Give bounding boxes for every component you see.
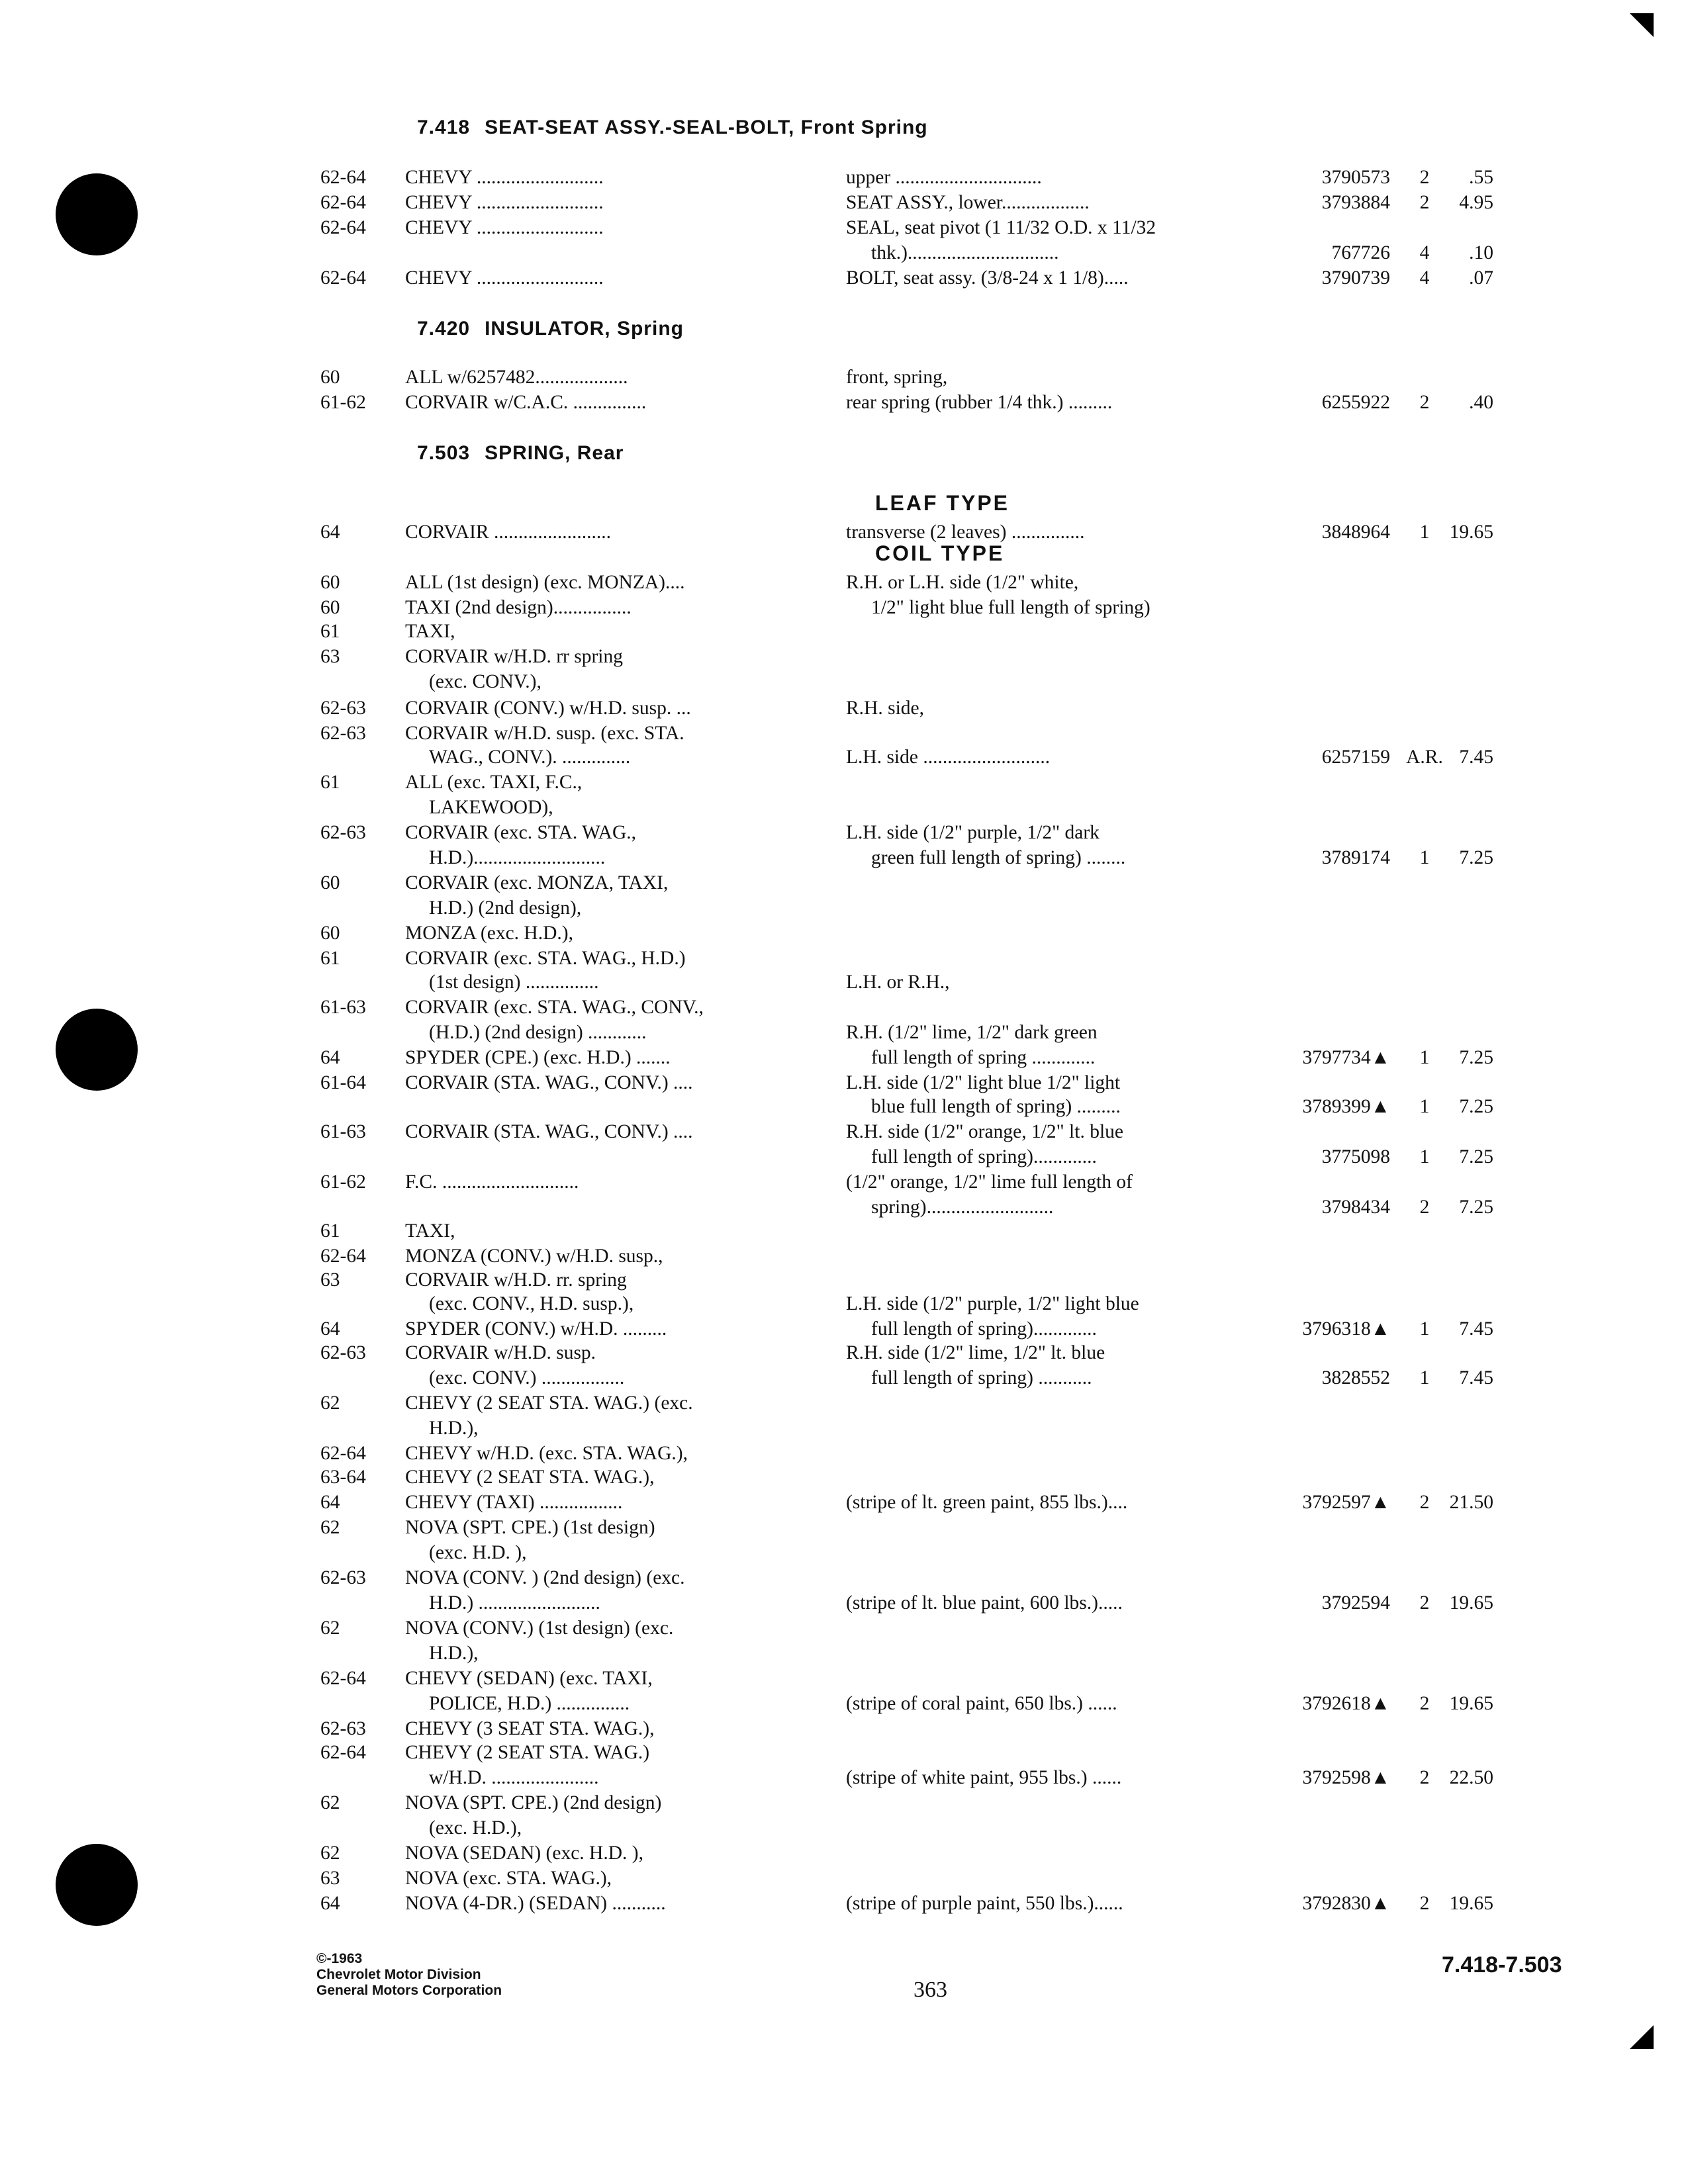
model-cell: CORVAIR (STA. WAG., CONV.) .... bbox=[405, 1072, 693, 1093]
description-cell: transverse (2 leaves) ............... bbox=[846, 522, 1085, 543]
price-cell: 7.25 bbox=[1459, 1197, 1493, 1218]
year-cell: 60 bbox=[320, 923, 340, 944]
table-row bbox=[0, 1120, 1688, 1144]
description-cell: R.H. (1/2" lime, 1/2" dark green bbox=[846, 1022, 1098, 1043]
year-cell: 61-63 bbox=[320, 1121, 366, 1142]
model-cell: (exc. CONV.) ................. bbox=[429, 1367, 625, 1388]
year-cell: 62-64 bbox=[320, 192, 366, 213]
model-cell: NOVA (SPT. CPE.) (1st design) bbox=[405, 1517, 655, 1538]
model-cell: SPYDER (CPE.) (exc. H.D.) ....... bbox=[405, 1047, 671, 1068]
subhead-coil-type: COIL TYPE bbox=[875, 541, 1005, 565]
year-cell: 61 bbox=[320, 1220, 340, 1242]
description-cell: BOLT, seat assy. (3/8-24 x 1 1/8)..... bbox=[846, 267, 1129, 289]
description-cell: R.H. side (1/2" orange, 1/2" lt. blue bbox=[846, 1121, 1123, 1142]
model-cell: CORVAIR w/H.D. susp. bbox=[405, 1342, 596, 1363]
table-row bbox=[0, 821, 1688, 845]
table-row bbox=[0, 696, 1688, 721]
part-number-cell: 3792618▲ bbox=[1302, 1693, 1390, 1714]
footer-division: Chevrolet Motor Division bbox=[316, 1967, 481, 1982]
model-cell: CHEVY (2 SEAT STA. WAG.) bbox=[405, 1742, 650, 1763]
model-cell: CHEVY .......................... bbox=[405, 267, 604, 289]
year-cell: 61 bbox=[320, 948, 340, 969]
footer-corporation: General Motors Corporation bbox=[316, 1983, 502, 1998]
year-cell: 61-62 bbox=[320, 1171, 366, 1193]
table-row bbox=[0, 1591, 1688, 1615]
section-heading-7-418 bbox=[417, 116, 928, 139]
table-row bbox=[0, 1021, 1688, 1045]
table-row bbox=[0, 1366, 1688, 1390]
description-cell: full length of spring)............. bbox=[871, 1318, 1097, 1340]
table-row bbox=[0, 1717, 1688, 1741]
year-cell: 63-64 bbox=[320, 1467, 366, 1488]
year-cell: 62-64 bbox=[320, 217, 366, 238]
model-cell: CORVAIR (exc. STA. WAG., H.D.) bbox=[405, 948, 686, 969]
description-cell: upper .............................. bbox=[846, 167, 1042, 188]
description-cell: full length of spring ............. bbox=[871, 1047, 1096, 1068]
quantity-cell: 2 bbox=[1419, 1592, 1430, 1614]
quantity-cell: 2 bbox=[1419, 167, 1430, 188]
year-cell: 61-62 bbox=[320, 392, 366, 413]
table-row bbox=[0, 1766, 1688, 1790]
table-row bbox=[0, 921, 1688, 946]
table-row bbox=[0, 995, 1688, 1020]
part-number-cell: 3793884 bbox=[1321, 192, 1390, 213]
description-cell: R.H. side (1/2" lime, 1/2" lt. blue bbox=[846, 1342, 1105, 1363]
year-cell: 61 bbox=[320, 772, 340, 793]
part-number-cell: 3848964 bbox=[1321, 522, 1390, 543]
model-cell: CHEVY .......................... bbox=[405, 192, 604, 213]
table-row bbox=[0, 1616, 1688, 1641]
year-cell: 62-63 bbox=[320, 1718, 366, 1739]
model-cell: H.D.), bbox=[429, 1643, 479, 1664]
model-cell: ALL w/6257482................... bbox=[405, 367, 628, 388]
year-cell: 62 bbox=[320, 1517, 340, 1538]
model-cell: CORVAIR (CONV.) w/H.D. susp. ... bbox=[405, 698, 691, 719]
model-cell: LAKEWOOD), bbox=[429, 797, 553, 818]
description-cell: rear spring (rubber 1/4 thk.) ......... bbox=[846, 392, 1113, 413]
description-cell: (stripe of lt. blue paint, 600 lbs.)..... bbox=[846, 1592, 1123, 1614]
quantity-cell: 2 bbox=[1419, 1693, 1430, 1714]
price-cell: 7.45 bbox=[1459, 1318, 1493, 1340]
model-cell: (H.D.) (2nd design) ............ bbox=[429, 1022, 647, 1043]
year-cell: 64 bbox=[320, 1047, 340, 1068]
table-row bbox=[0, 1292, 1688, 1316]
quantity-cell: 1 bbox=[1419, 522, 1430, 543]
description-cell: SEAL, seat pivot (1 11/32 O.D. x 11/32 bbox=[846, 217, 1156, 238]
table-row bbox=[0, 1244, 1688, 1269]
quantity-cell: 4 bbox=[1419, 242, 1430, 263]
price-cell: 22.50 bbox=[1449, 1767, 1493, 1788]
description-cell: R.H. side, bbox=[846, 698, 924, 719]
model-cell: NOVA (4-DR.) (SEDAN) ........... bbox=[405, 1893, 666, 1914]
table-row bbox=[0, 1566, 1688, 1590]
description-cell: full length of spring)............. bbox=[871, 1146, 1097, 1167]
footer-publisher bbox=[316, 1951, 502, 1999]
year-cell: 62 bbox=[320, 1792, 340, 1813]
description-cell: L.H. side (1/2" light blue 1/2" light bbox=[846, 1072, 1121, 1093]
price-cell: .55 bbox=[1469, 167, 1493, 188]
table-row bbox=[0, 216, 1688, 240]
table-row bbox=[0, 970, 1688, 995]
table-row bbox=[0, 721, 1688, 746]
model-cell: NOVA (exc. STA. WAG.), bbox=[405, 1868, 612, 1889]
description-cell: L.H. side (1/2" purple, 1/2" dark bbox=[846, 822, 1100, 843]
table-row bbox=[0, 520, 1688, 545]
subhead-leaf-type: LEAF TYPE bbox=[875, 491, 1010, 515]
table-row bbox=[0, 1195, 1688, 1220]
price-cell: 7.25 bbox=[1459, 847, 1493, 868]
model-cell: NOVA (CONV. ) (2nd design) (exc. bbox=[405, 1567, 685, 1588]
part-number-cell: 3792597▲ bbox=[1302, 1492, 1390, 1513]
table-row bbox=[0, 1465, 1688, 1490]
model-cell: H.D.) ......................... bbox=[429, 1592, 600, 1614]
table-row bbox=[0, 570, 1688, 595]
part-number-cell: 3797734▲ bbox=[1302, 1047, 1390, 1068]
quantity-cell: 1 bbox=[1419, 1318, 1430, 1340]
price-cell: 7.25 bbox=[1459, 1146, 1493, 1167]
table-row bbox=[0, 1145, 1688, 1169]
model-cell: CORVAIR w/H.D. rr. spring bbox=[405, 1269, 627, 1291]
footer-copyright: ©-1963 bbox=[316, 1951, 363, 1966]
price-cell: 19.65 bbox=[1449, 522, 1493, 543]
year-cell: 62 bbox=[320, 1617, 340, 1639]
corner-mark-top-right-icon bbox=[1630, 13, 1656, 40]
quantity-cell: 1 bbox=[1419, 1146, 1430, 1167]
description-cell: (stripe of white paint, 955 lbs.) ...... bbox=[846, 1767, 1122, 1788]
year-cell: 62-63 bbox=[320, 1567, 366, 1588]
model-cell: TAXI, bbox=[405, 621, 455, 642]
model-cell: NOVA (SPT. CPE.) (2nd design) bbox=[405, 1792, 662, 1813]
model-cell: CHEVY (SEDAN) (exc. TAXI, bbox=[405, 1668, 653, 1689]
year-cell: 64 bbox=[320, 1492, 340, 1513]
model-cell: CHEVY (3 SEAT STA. WAG.), bbox=[405, 1718, 655, 1739]
table-row bbox=[0, 1219, 1688, 1244]
price-cell: .40 bbox=[1469, 392, 1493, 413]
model-cell: CHEVY (2 SEAT STA. WAG.), bbox=[405, 1467, 655, 1488]
table-row bbox=[0, 1416, 1688, 1441]
model-cell: CORVAIR w/H.D. susp. (exc. STA. bbox=[405, 723, 684, 744]
table-row bbox=[0, 1441, 1688, 1466]
model-cell: NOVA (SEDAN) (exc. H.D. ), bbox=[405, 1843, 643, 1864]
year-cell: 62-63 bbox=[320, 698, 366, 719]
table-row bbox=[0, 365, 1688, 390]
quantity-cell: 2 bbox=[1419, 1197, 1430, 1218]
table-row bbox=[0, 1095, 1688, 1119]
part-number-cell: 767726 bbox=[1331, 242, 1390, 263]
model-cell: CORVAIR (exc. STA. WAG., CONV., bbox=[405, 997, 704, 1018]
year-cell: 60 bbox=[320, 872, 340, 893]
model-cell: MONZA (exc. H.D.), bbox=[405, 923, 573, 944]
year-cell: 62-64 bbox=[320, 1668, 366, 1689]
part-number-cell: 3790573 bbox=[1321, 167, 1390, 188]
year-cell: 63 bbox=[320, 646, 340, 667]
price-cell: 21.50 bbox=[1449, 1492, 1493, 1513]
section-title: SEAT-SEAT ASSY.-SEAL-BOLT, Front Spring bbox=[485, 116, 928, 138]
price-cell: 4.95 bbox=[1459, 192, 1493, 213]
table-row bbox=[0, 1666, 1688, 1691]
description-cell: spring).......................... bbox=[871, 1197, 1054, 1218]
model-cell: MONZA (CONV.) w/H.D. susp., bbox=[405, 1246, 663, 1267]
table-row bbox=[0, 1170, 1688, 1195]
year-cell: 64 bbox=[320, 522, 340, 543]
model-cell: H.D.)........................... bbox=[429, 847, 606, 868]
description-cell: (stripe of coral paint, 650 lbs.) ...... bbox=[846, 1693, 1117, 1714]
price-cell: 7.25 bbox=[1459, 1096, 1493, 1117]
table-row bbox=[0, 645, 1688, 669]
table-row bbox=[0, 1891, 1688, 1916]
corner-mark-bottom-right-icon bbox=[1630, 2025, 1656, 2052]
section-heading-7-420 bbox=[417, 318, 684, 340]
section-number: 7.418 bbox=[417, 116, 471, 138]
part-number-cell: 3828552 bbox=[1321, 1367, 1390, 1388]
price-cell: 7.25 bbox=[1459, 1047, 1493, 1068]
model-cell: CORVAIR w/H.D. rr spring bbox=[405, 646, 623, 667]
table-row bbox=[0, 619, 1688, 644]
quantity-cell: 1 bbox=[1419, 1047, 1430, 1068]
model-cell: ALL (1st design) (exc. MONZA).... bbox=[405, 572, 685, 593]
year-cell: 61-63 bbox=[320, 997, 366, 1018]
part-number-cell: 3790739 bbox=[1321, 267, 1390, 289]
year-cell: 62-64 bbox=[320, 1246, 366, 1267]
table-row bbox=[0, 1268, 1688, 1293]
price-cell: 7.45 bbox=[1459, 747, 1493, 768]
year-cell: 62-64 bbox=[320, 167, 366, 188]
description-cell: R.H. or L.H. side (1/2" white, bbox=[846, 572, 1079, 593]
section-number: 7.503 bbox=[417, 442, 471, 464]
table-row bbox=[0, 846, 1688, 870]
year-cell: 62-63 bbox=[320, 1342, 366, 1363]
year-cell: 60 bbox=[320, 367, 340, 388]
model-cell: WAG., CONV.). .............. bbox=[429, 747, 631, 768]
table-row bbox=[0, 1490, 1688, 1515]
model-cell: TAXI, bbox=[405, 1220, 455, 1242]
quantity-cell: 2 bbox=[1419, 192, 1430, 213]
model-cell: (exc. CONV., H.D. susp.), bbox=[429, 1293, 634, 1314]
part-number-cell: 6255922 bbox=[1321, 392, 1390, 413]
table-row bbox=[0, 241, 1688, 265]
model-cell: CHEVY (2 SEAT STA. WAG.) (exc. bbox=[405, 1392, 693, 1414]
model-cell: SPYDER (CONV.) w/H.D. ......... bbox=[405, 1318, 667, 1340]
page-number: 363 bbox=[914, 1978, 947, 2002]
table-row bbox=[0, 796, 1688, 820]
table-row bbox=[0, 1641, 1688, 1666]
quantity-cell: A.R. bbox=[1406, 747, 1443, 768]
model-cell: CORVAIR w/C.A.C. ............... bbox=[405, 392, 647, 413]
part-number-cell: 3792594 bbox=[1321, 1592, 1390, 1614]
table-row bbox=[0, 1741, 1688, 1765]
price-cell: 19.65 bbox=[1449, 1893, 1493, 1914]
table-row bbox=[0, 191, 1688, 215]
table-row bbox=[0, 1816, 1688, 1841]
price-cell: 7.45 bbox=[1459, 1367, 1493, 1388]
model-cell: F.C. ............................ bbox=[405, 1171, 579, 1193]
table-row bbox=[0, 745, 1688, 770]
model-cell: CHEVY (TAXI) ................. bbox=[405, 1492, 623, 1513]
year-cell: 64 bbox=[320, 1318, 340, 1340]
price-cell: .07 bbox=[1469, 267, 1493, 289]
model-cell: CORVAIR ........................ bbox=[405, 522, 611, 543]
table-row bbox=[0, 1791, 1688, 1815]
model-cell: (1st design) ............... bbox=[429, 972, 599, 993]
quantity-cell: 2 bbox=[1419, 1492, 1430, 1513]
year-cell: 62-63 bbox=[320, 723, 366, 744]
part-number-cell: 3792830▲ bbox=[1302, 1893, 1390, 1914]
year-cell: 61-64 bbox=[320, 1072, 366, 1093]
year-cell: 63 bbox=[320, 1269, 340, 1291]
price-cell: 19.65 bbox=[1449, 1693, 1493, 1714]
table-row bbox=[0, 1841, 1688, 1866]
quantity-cell: 2 bbox=[1419, 1893, 1430, 1914]
quantity-cell: 1 bbox=[1419, 1367, 1430, 1388]
part-number-cell: 6257159 bbox=[1321, 747, 1390, 768]
table-row bbox=[0, 596, 1688, 620]
model-cell: CORVAIR (STA. WAG., CONV.) .... bbox=[405, 1121, 693, 1142]
description-cell: (stripe of lt. green paint, 855 lbs.).... bbox=[846, 1492, 1128, 1513]
model-cell: POLICE, H.D.) ............... bbox=[429, 1693, 630, 1714]
table-row bbox=[0, 896, 1688, 921]
table-row bbox=[0, 770, 1688, 795]
year-cell: 64 bbox=[320, 1893, 340, 1914]
table-row bbox=[0, 1071, 1688, 1095]
table-row bbox=[0, 1317, 1688, 1342]
quantity-cell: 1 bbox=[1419, 847, 1430, 868]
model-cell: (exc. H.D. ), bbox=[429, 1542, 527, 1563]
description-cell: L.H. side (1/2" purple, 1/2" light blue bbox=[846, 1293, 1139, 1314]
table-row bbox=[0, 1391, 1688, 1416]
description-cell: thk.)............................... bbox=[871, 242, 1059, 263]
model-cell: CHEVY w/H.D. (exc. STA. WAG.), bbox=[405, 1443, 688, 1464]
description-cell: (1/2" orange, 1/2" lime full length of bbox=[846, 1171, 1133, 1193]
model-cell: CHEVY .......................... bbox=[405, 167, 604, 188]
year-cell: 62-63 bbox=[320, 822, 366, 843]
table-row bbox=[0, 1541, 1688, 1565]
part-number-cell: 3775098 bbox=[1321, 1146, 1390, 1167]
model-cell: TAXI (2nd design)................ bbox=[405, 597, 632, 618]
description-cell: green full length of spring) ........ bbox=[871, 847, 1126, 868]
model-cell: (exc. H.D.), bbox=[429, 1817, 522, 1839]
table-row bbox=[0, 165, 1688, 190]
part-number-cell: 3789399▲ bbox=[1302, 1096, 1390, 1117]
description-cell: full length of spring) ........... bbox=[871, 1367, 1092, 1388]
description-cell: 1/2" light blue full length of spring) bbox=[871, 597, 1150, 618]
part-number-cell: 3792598▲ bbox=[1302, 1767, 1390, 1788]
description-cell: SEAT ASSY., lower.................. bbox=[846, 192, 1090, 213]
model-cell: w/H.D. ...................... bbox=[429, 1767, 599, 1788]
year-cell: 60 bbox=[320, 597, 340, 618]
part-number-cell: 3798434 bbox=[1321, 1197, 1390, 1218]
table-row bbox=[0, 1046, 1688, 1070]
section-heading-7-503 bbox=[417, 442, 624, 465]
section-title: INSULATOR, Spring bbox=[485, 318, 684, 340]
description-cell: (stripe of purple paint, 550 lbs.)...... bbox=[846, 1893, 1123, 1914]
quantity-cell: 4 bbox=[1419, 267, 1430, 289]
year-cell: 61 bbox=[320, 621, 340, 642]
table-row bbox=[0, 1516, 1688, 1540]
description-cell: blue full length of spring) ......... bbox=[871, 1096, 1121, 1117]
quantity-cell: 2 bbox=[1419, 392, 1430, 413]
table-row bbox=[0, 390, 1688, 415]
year-cell: 60 bbox=[320, 572, 340, 593]
year-cell: 62-64 bbox=[320, 1742, 366, 1763]
part-number-cell: 3789174 bbox=[1321, 847, 1390, 868]
quantity-cell: 1 bbox=[1419, 1096, 1430, 1117]
description-cell: L.H. side .......................... bbox=[846, 747, 1051, 768]
model-cell: H.D.), bbox=[429, 1418, 479, 1439]
quantity-cell: 2 bbox=[1419, 1767, 1430, 1788]
model-cell: H.D.) (2nd design), bbox=[429, 897, 582, 919]
table-row bbox=[0, 871, 1688, 895]
model-cell: NOVA (CONV.) (1st design) (exc. bbox=[405, 1617, 674, 1639]
description-cell: L.H. or R.H., bbox=[846, 972, 950, 993]
year-cell: 63 bbox=[320, 1868, 340, 1889]
model-cell: CORVAIR (exc. MONZA, TAXI, bbox=[405, 872, 669, 893]
year-cell: 62 bbox=[320, 1392, 340, 1414]
table-row bbox=[0, 1866, 1688, 1891]
table-row bbox=[0, 946, 1688, 971]
price-cell: .10 bbox=[1469, 242, 1493, 263]
table-row bbox=[0, 1341, 1688, 1365]
year-cell: 62-64 bbox=[320, 1443, 366, 1464]
year-cell: 62 bbox=[320, 1843, 340, 1864]
part-number-cell: 3796318▲ bbox=[1302, 1318, 1390, 1340]
model-cell: CHEVY .......................... bbox=[405, 217, 604, 238]
year-cell: 62-64 bbox=[320, 267, 366, 289]
section-title: SPRING, Rear bbox=[485, 442, 624, 464]
price-cell: 19.65 bbox=[1449, 1592, 1493, 1614]
model-cell: (exc. CONV.), bbox=[429, 671, 541, 692]
section-range: 7.418-7.503 bbox=[1442, 1952, 1562, 1978]
section-number: 7.420 bbox=[417, 318, 471, 340]
model-cell: CORVAIR (exc. STA. WAG., bbox=[405, 822, 637, 843]
table-row bbox=[0, 266, 1688, 291]
description-cell: front, spring, bbox=[846, 367, 948, 388]
table-row bbox=[0, 670, 1688, 694]
model-cell: ALL (exc. TAXI, F.C., bbox=[405, 772, 583, 793]
table-row bbox=[0, 1692, 1688, 1716]
